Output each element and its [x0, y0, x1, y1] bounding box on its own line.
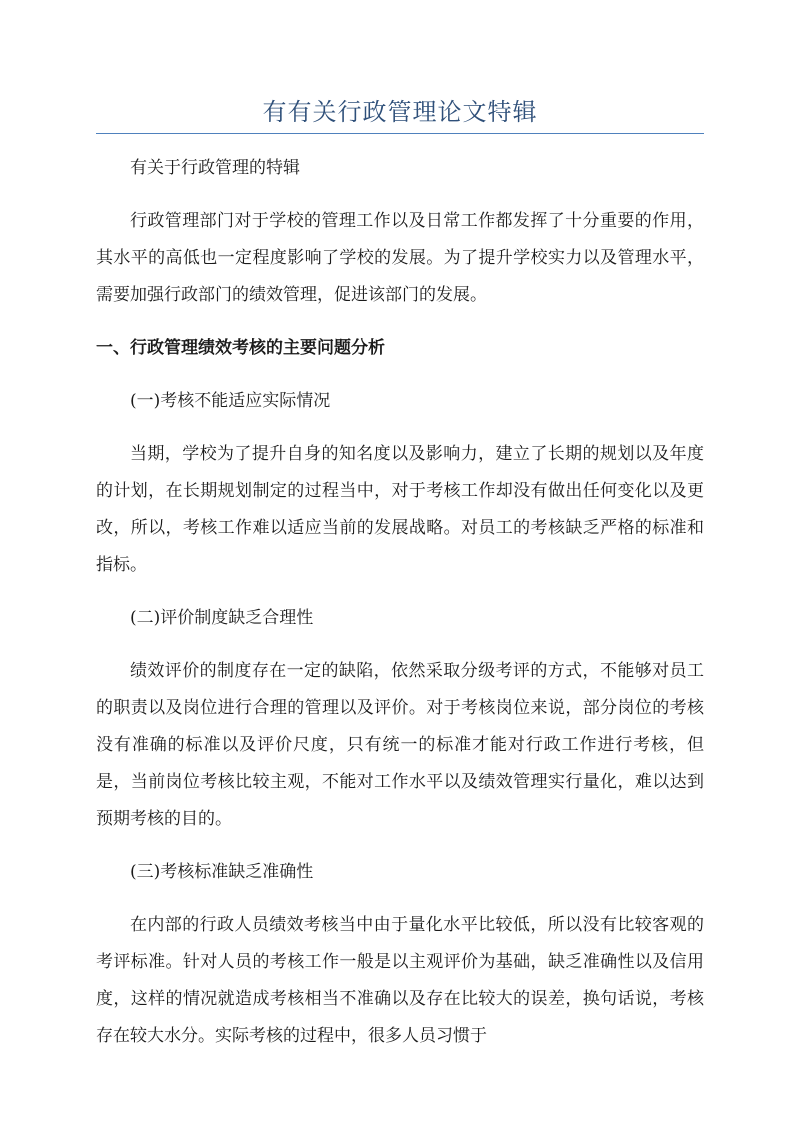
document-title: 有有关行政管理论文特辑 [262, 98, 538, 126]
document-body [96, 150, 704, 1071]
title-underline [96, 133, 704, 134]
subsection-heading-2: (二)评价制度缺乏合理性 [130, 608, 314, 628]
subsection-body-3: 在内部的行政人员绩效考核当中由于量化水平比较低，所以没有比较客观的考评标准。针对人员的考核工作一般是以主观评价为基础，缺乏准确性以及信用度，这样的情况就造成考核相当不准确以及存在比较大的误差，换句话说，考核存在较大水分。实际考核的过程中，很多人员习惯于 [96, 915, 704, 1046]
subsection-body-1: 当期，学校为了提升自身的知名度以及影响力，建立了长期的规划以及年度的计划，在长期规划制定的过程当中，对于考核工作却没有做出任何变化以及更改，所以，考核工作难以适应当前的发展战略。对员工的考核缺乏严格的标准和指标。 [96, 444, 704, 575]
subsection-body-2: 绩效评价的制度存在一定的缺陷，依然采取分级考评的方式，不能够对员工的职责以及岗位进行合理的管理以及评价。对于考核岗位来说，部分岗位的考核没有准确的标准以及评价尺度，只有统一的标准才能对行政工作进行考核，但是，当前岗位考核比较主观，不能对工作水平以及绩效管理实行量化，难以达到预期考核的目的。 [96, 661, 704, 829]
subsection-heading-1: (一)考核不能适应实际情况 [130, 391, 331, 411]
intro-paragraph: 行政管理部门对于学校的管理工作以及日常工作都发挥了十分重要的作用，其水平的高低也一定程度影响了学校的发展。为了提升学校实力以及管理水平，需要加强行政部门的绩效管理，促进该部门的发展。 [96, 211, 704, 305]
subsection-heading-3: (三)考核标准缺乏准确性 [130, 862, 314, 882]
section-heading-1: 一、行政管理绩效考核的主要问题分析 [96, 338, 385, 358]
document-subtitle: 有关于行政管理的特辑 [130, 158, 300, 178]
